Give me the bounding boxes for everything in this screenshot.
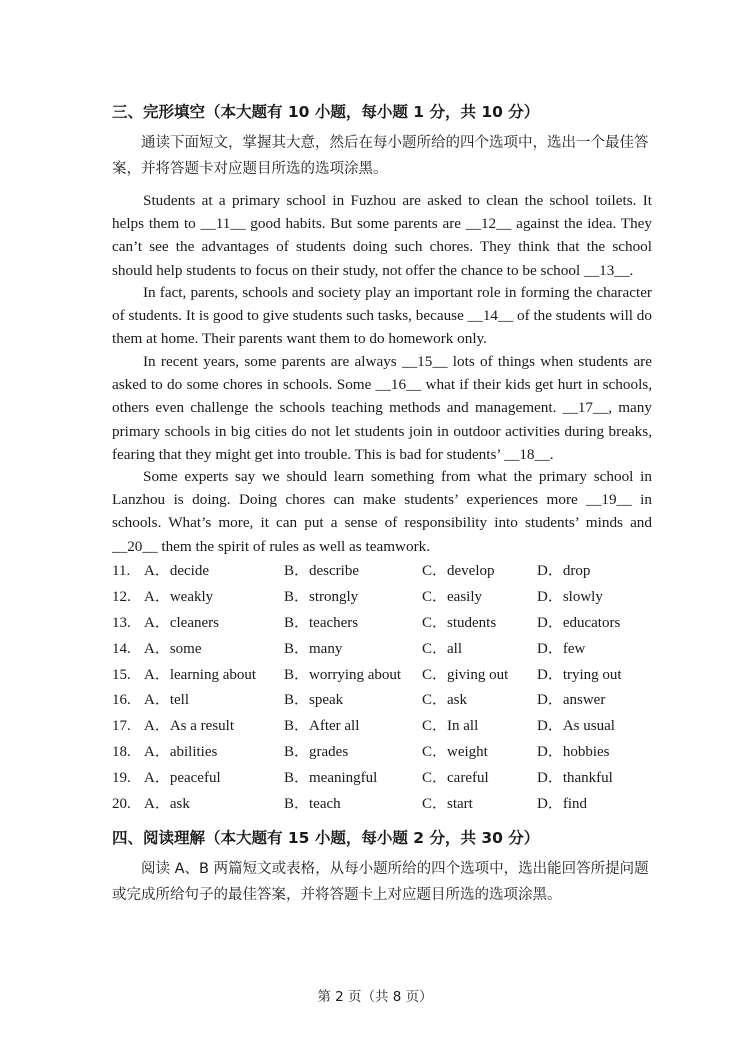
question-number: 18. (112, 744, 131, 761)
option-a: A．learning about (144, 666, 257, 683)
question-number: 13. (112, 614, 131, 631)
option-b: B．grades (284, 744, 349, 761)
passage-paragraph-1: Students at a primary school in Fuzhou are asked to clean the school toilets. It helps them to __11__ good habits. But some parents are __12__ against the idea. They can’t see the advantages of students doing such chores. They think that the school should help students to focus on their study, not offer the chance to be school __13__. (112, 192, 652, 279)
option-a: A．ask (144, 796, 190, 813)
passage-paragraph-3: In recent years, some parents are always __15__ lots of things when students are asked to do some chores in schools. Some __16__ what if their kids get hurt in schools, others even challenge the schools teaching methods and management. __17__, many primary schools in big cities do not let students join in outdoor activities during breaks, fearing that they might get into trouble. This is bad for students’ __18__. (112, 353, 652, 463)
section-3-instruction: 通读下面短文，掌握其大意，然后在每小题所给的四个选项中，选出一个最佳答案，并将答题卡对应题目所选的选项涂黑。 (112, 135, 649, 177)
question-number: 17. (112, 718, 131, 735)
option-d: D．few (537, 640, 586, 657)
option-d: D．trying out (537, 666, 622, 683)
section-4-heading: 四、阅读理解（本大题有 15 小题，每小题 2 分，共 30 分） (112, 829, 540, 847)
question-number: 11. (112, 563, 131, 579)
option-b: B．speak (284, 692, 344, 709)
option-c: C．develop (422, 563, 495, 579)
option-a: A．decide (144, 563, 209, 579)
option-b: B．worrying about (284, 666, 402, 683)
question-row-15 (112, 663, 652, 689)
section-3-heading: 三、完形填空（本大题有 10 小题，每小题 1 分，共 10 分） (112, 103, 540, 121)
option-c: C．easily (422, 588, 482, 605)
option-b: B．teach (284, 796, 341, 813)
question-row-18 (112, 740, 652, 766)
option-c: C．weight (422, 744, 488, 761)
option-a: A．some (144, 640, 202, 657)
option-a: A．cleaners (144, 614, 219, 631)
question-row-14 (112, 637, 652, 663)
option-c: C．students (422, 614, 497, 631)
question-row-19 (112, 766, 652, 792)
question-number: 15. (112, 666, 131, 683)
option-b: B．meaningful (284, 770, 378, 787)
option-d: D．slowly (537, 588, 603, 605)
question-row-17 (112, 714, 652, 740)
question-number: 12. (112, 588, 131, 605)
option-a: A．As a result (144, 718, 234, 735)
question-number: 20. (112, 796, 131, 813)
question-number: 14. (112, 640, 131, 657)
options-list (112, 559, 652, 818)
passage-paragraph-4: Some experts say we should learn something from what the primary school in Lanzhou is doing. Doing chores can make students’ experiences more __19__ in schools. What’s more, it can put a sense of responsibility into students’ minds and __20__ them the spirit of rules as well as teamwork. (112, 468, 652, 555)
option-d: D．hobbies (537, 744, 610, 761)
option-c: C．giving out (422, 666, 509, 683)
option-c: C．all (422, 640, 462, 657)
option-b: B．After all (284, 718, 360, 735)
option-b: B．describe (284, 563, 359, 579)
question-number: 19. (112, 770, 131, 787)
option-b: B．many (284, 640, 343, 657)
section-4-instruction: 阅读 A、B 两篇短文或表格，从每小题所给的四个选项中，选出能回答所提问题或完成所给句子的最佳答案，并将答题卡上对应题目所选的选项涂黑。 (112, 861, 649, 903)
option-c: C．start (422, 796, 473, 813)
option-d: D．drop (537, 563, 591, 579)
option-d: D．find (537, 796, 587, 813)
option-c: C．In all (422, 718, 479, 735)
option-c: C．ask (422, 692, 468, 709)
option-d: D．thankful (537, 770, 613, 787)
question-row-20 (112, 792, 652, 818)
question-row-12 (112, 585, 652, 611)
option-a: A．abilities (144, 744, 218, 761)
option-c: C．careful (422, 770, 489, 787)
option-a: A．peaceful (144, 770, 221, 787)
option-d: D．answer (537, 692, 606, 709)
question-row-11 (112, 559, 652, 585)
option-d: D．As usual (537, 718, 615, 735)
option-a: A．tell (144, 692, 189, 709)
option-b: B．strongly (284, 588, 359, 605)
question-row-16 (112, 688, 652, 714)
question-row-13 (112, 611, 652, 637)
page-footer: 第 2 页（共 8 页） (317, 989, 433, 1005)
option-b: B．teachers (284, 614, 359, 631)
option-a: A．weakly (144, 588, 214, 605)
option-d: D．educators (537, 614, 621, 631)
question-number: 16. (112, 692, 131, 709)
passage-paragraph-2: In fact, parents, schools and society play an important role in forming the character of students. It is good to give students such tasks, because __14__ of the students will do them at home. Their parents want them to do homework only. (112, 284, 652, 348)
